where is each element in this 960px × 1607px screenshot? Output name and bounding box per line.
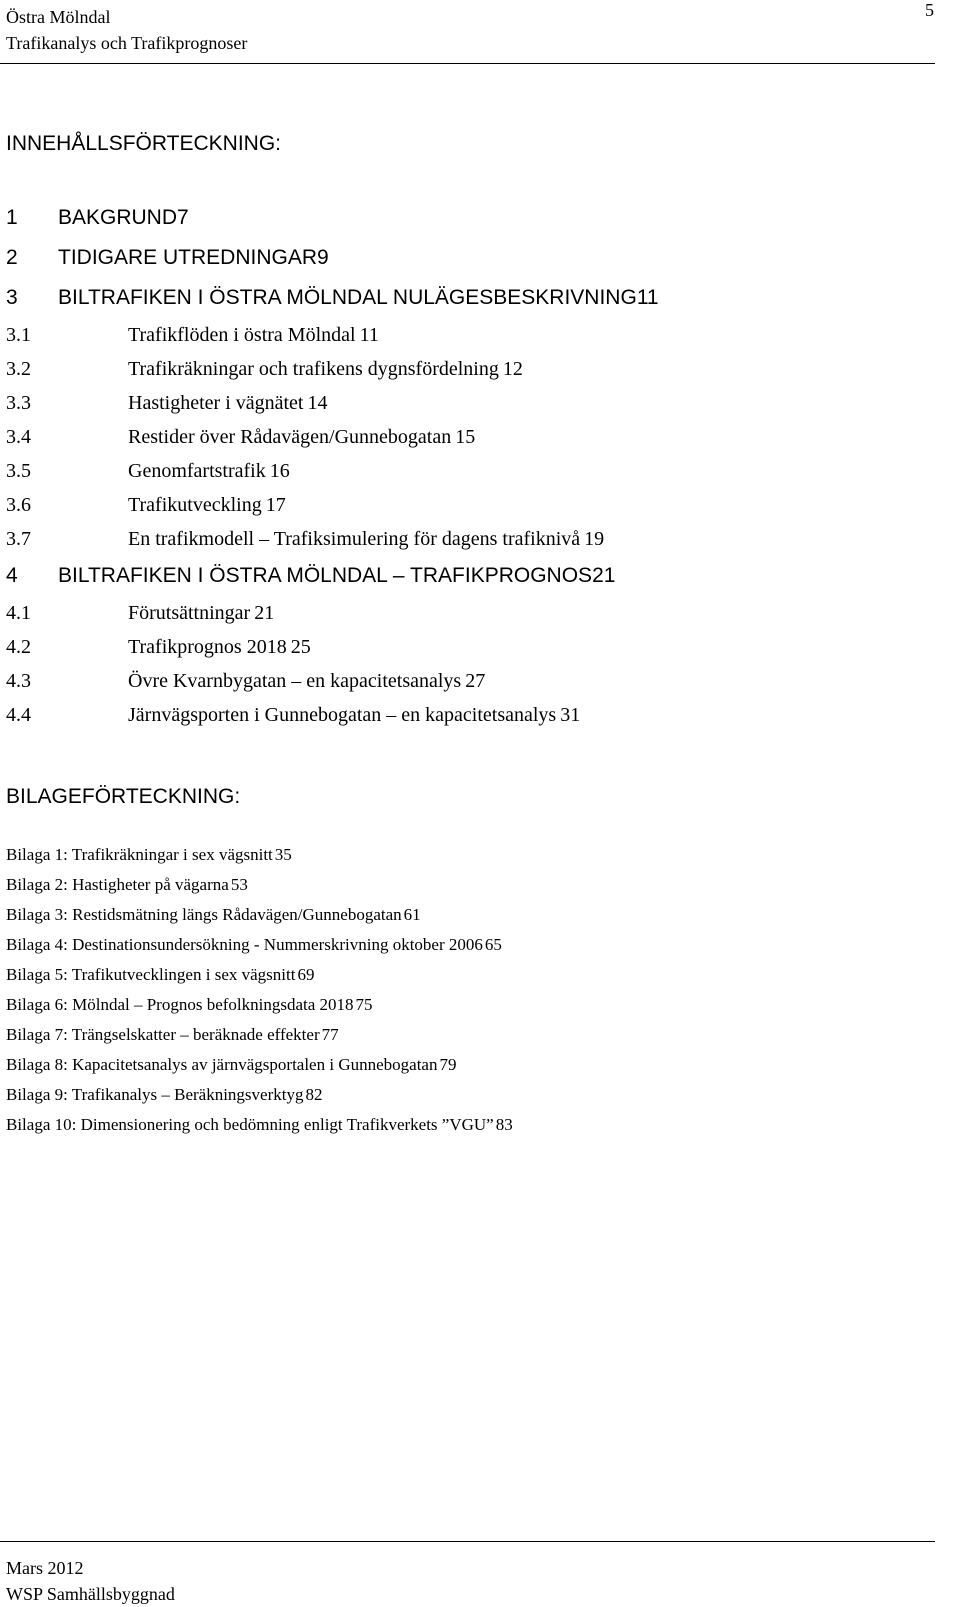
appendix-entry-page: 83 <box>495 1115 513 1134</box>
appendix-entry-page: 53 <box>230 875 248 894</box>
toc-entry-title: Järnvägsporten i Gunnebogatan – en kapacitetsanalys <box>128 704 557 726</box>
toc-entry[interactable] <box>6 488 931 522</box>
toc-entry-number: 4.3 <box>6 670 31 692</box>
toc-entry[interactable] <box>6 596 931 630</box>
appendix-entry-title: Bilaga 10: Dimensionering och bedömning enligt Trafikverkets ”VGU” <box>6 1115 494 1134</box>
toc-entry-title: BAKGRUND <box>58 206 178 229</box>
footer-date: Mars 2012 <box>6 1558 84 1578</box>
toc-entry[interactable] <box>6 352 931 386</box>
page-number: 5 <box>925 0 934 20</box>
appendix-entry-page: 75 <box>355 995 373 1014</box>
toc-entry[interactable] <box>6 522 931 556</box>
appendix-entry-page: 69 <box>297 965 315 984</box>
toc-entry-page: 21 <box>254 602 275 624</box>
appendix-entry-title: Bilaga 8: Kapacitetsanalys av järnvägsportalen i Gunnebogatan <box>6 1055 438 1074</box>
appendix-entry[interactable] <box>6 1020 931 1050</box>
toc-entry-number: 4.1 <box>6 602 31 624</box>
appendix-entry-title: Bilaga 4: Destinationsundersökning - Nummerskrivning oktober 2006 <box>6 935 483 954</box>
page-footer <box>6 1555 175 1607</box>
toc-entry-page: 11 <box>636 286 659 309</box>
toc-entry-number: 2 <box>6 246 18 269</box>
toc-entry-title: Trafikflöden i östra Mölndal <box>128 324 356 346</box>
toc-entry-title: Trafikprognos 2018 <box>128 636 287 658</box>
appendix-entry[interactable] <box>6 990 931 1020</box>
toc-entry-title: Trafikräkningar och trafikens dygnsfördelning <box>128 358 499 380</box>
appendix-entry-title: Bilaga 2: Hastigheter på vägarna <box>6 875 229 894</box>
appendix-entry-title: Bilaga 5: Trafikutvecklingen i sex vägsnitt <box>6 965 296 984</box>
toc-entry[interactable] <box>6 198 931 238</box>
appendix-entry-page: 79 <box>439 1055 457 1074</box>
toc-entry-page: 31 <box>560 704 581 726</box>
toc-entry-number: 3.5 <box>6 460 31 482</box>
toc-entry-title: TIDIGARE UTREDNINGAR <box>58 246 318 269</box>
appendix-entry-page: 35 <box>274 845 292 864</box>
toc-entry-title: BILTRAFIKEN I ÖSTRA MÖLNDAL NULÄGESBESKRIVNING <box>58 286 637 309</box>
appendix-entry-title: Bilaga 3: Restidsmätning längs Rådavägen/Gunnebogatan <box>6 905 402 924</box>
toc-entry-number: 3.7 <box>6 528 31 550</box>
appendix-list <box>6 840 931 1140</box>
toc-entry[interactable] <box>6 386 931 420</box>
toc-entry-page: 21 <box>592 564 616 587</box>
toc-entry-page: 19 <box>584 528 605 550</box>
toc-entry-title: Genomfartstrafik <box>128 460 266 482</box>
toc-entry-page: 17 <box>265 494 286 516</box>
appendix-entry-page: 82 <box>305 1085 323 1104</box>
toc-entry[interactable] <box>6 556 931 596</box>
toc-entry-title: Trafikutveckling <box>128 494 262 516</box>
toc-entry-page: 12 <box>502 358 523 380</box>
header-divider <box>0 63 935 64</box>
toc-entry-title: Förutsättningar <box>128 602 251 624</box>
appendix-entry-title: Bilaga 6: Mölndal – Prognos befolkningsdata 2018 <box>6 995 354 1014</box>
toc-entry-title: Restider över Rådavägen/Gunnebogatan <box>128 426 452 448</box>
appendix-entry[interactable] <box>6 1080 931 1110</box>
toc-entry-title: Hastigheter i vägnätet <box>128 392 304 414</box>
toc-entry-number: 3 <box>6 286 18 309</box>
table-of-contents <box>6 198 931 732</box>
toc-entry-number: 3.2 <box>6 358 31 380</box>
page-header <box>6 4 247 56</box>
toc-entry-number: 4.4 <box>6 704 31 726</box>
toc-entry-number: 3.1 <box>6 324 31 346</box>
footer-divider <box>0 1541 935 1542</box>
header-report-title: Trafikanalys och Trafikprognoser <box>6 33 248 53</box>
appendix-entry-page: 65 <box>484 935 502 954</box>
toc-entry-page: 14 <box>307 392 328 414</box>
toc-heading: INNEHÅLLSFÖRTECKNING: <box>6 132 281 155</box>
appendix-entry-title: Bilaga 7: Trängselskatter – beräknade effekter <box>6 1025 320 1044</box>
appendix-entry-title: Bilaga 9: Trafikanalys – Beräkningsverktyg <box>6 1085 304 1104</box>
toc-entry-page: 11 <box>359 324 379 346</box>
toc-entry-number: 3.4 <box>6 426 31 448</box>
toc-entry[interactable] <box>6 278 931 318</box>
toc-entry-number: 3.6 <box>6 494 31 516</box>
header-project-title: Östra Mölndal <box>6 7 111 27</box>
toc-entry-page: 9 <box>317 246 329 269</box>
appendix-entry[interactable] <box>6 1110 931 1140</box>
toc-entry-number: 4 <box>6 564 18 587</box>
toc-entry-title: BILTRAFIKEN I ÖSTRA MÖLNDAL – TRAFIKPROGNOS <box>58 564 593 587</box>
toc-entry-page: 27 <box>465 670 486 692</box>
toc-entry[interactable] <box>6 664 931 698</box>
toc-entry-title: Övre Kvarnbygatan – en kapacitetsanalys <box>128 670 462 692</box>
appendix-entry[interactable] <box>6 960 931 990</box>
appendix-entry[interactable] <box>6 1050 931 1080</box>
appendix-entry[interactable] <box>6 870 931 900</box>
toc-entry[interactable] <box>6 454 931 488</box>
toc-entry[interactable] <box>6 420 931 454</box>
toc-entry-number: 3.3 <box>6 392 31 414</box>
toc-entry[interactable] <box>6 630 931 664</box>
appendix-entry[interactable] <box>6 930 931 960</box>
appendix-entry[interactable] <box>6 840 931 870</box>
toc-entry-page: 15 <box>455 426 476 448</box>
toc-entry-page: 7 <box>177 206 189 229</box>
toc-entry-page: 25 <box>290 636 311 658</box>
toc-entry-number: 4.2 <box>6 636 31 658</box>
toc-entry[interactable] <box>6 238 931 278</box>
appendix-entry-page: 77 <box>321 1025 339 1044</box>
toc-entry-title: En trafikmodell – Trafiksimulering för dagens trafiknivå <box>128 528 581 550</box>
appendix-heading: BILAGEFÖRTECKNING: <box>6 785 241 808</box>
toc-entry[interactable] <box>6 318 931 352</box>
appendix-entry-page: 61 <box>403 905 421 924</box>
appendix-entry[interactable] <box>6 900 931 930</box>
toc-entry-page: 16 <box>269 460 290 482</box>
toc-entry[interactable] <box>6 698 931 732</box>
toc-entry-number: 1 <box>6 206 18 229</box>
footer-company: WSP Samhällsbyggnad <box>6 1584 175 1604</box>
appendix-entry-title: Bilaga 1: Trafikräkningar i sex vägsnitt <box>6 845 273 864</box>
